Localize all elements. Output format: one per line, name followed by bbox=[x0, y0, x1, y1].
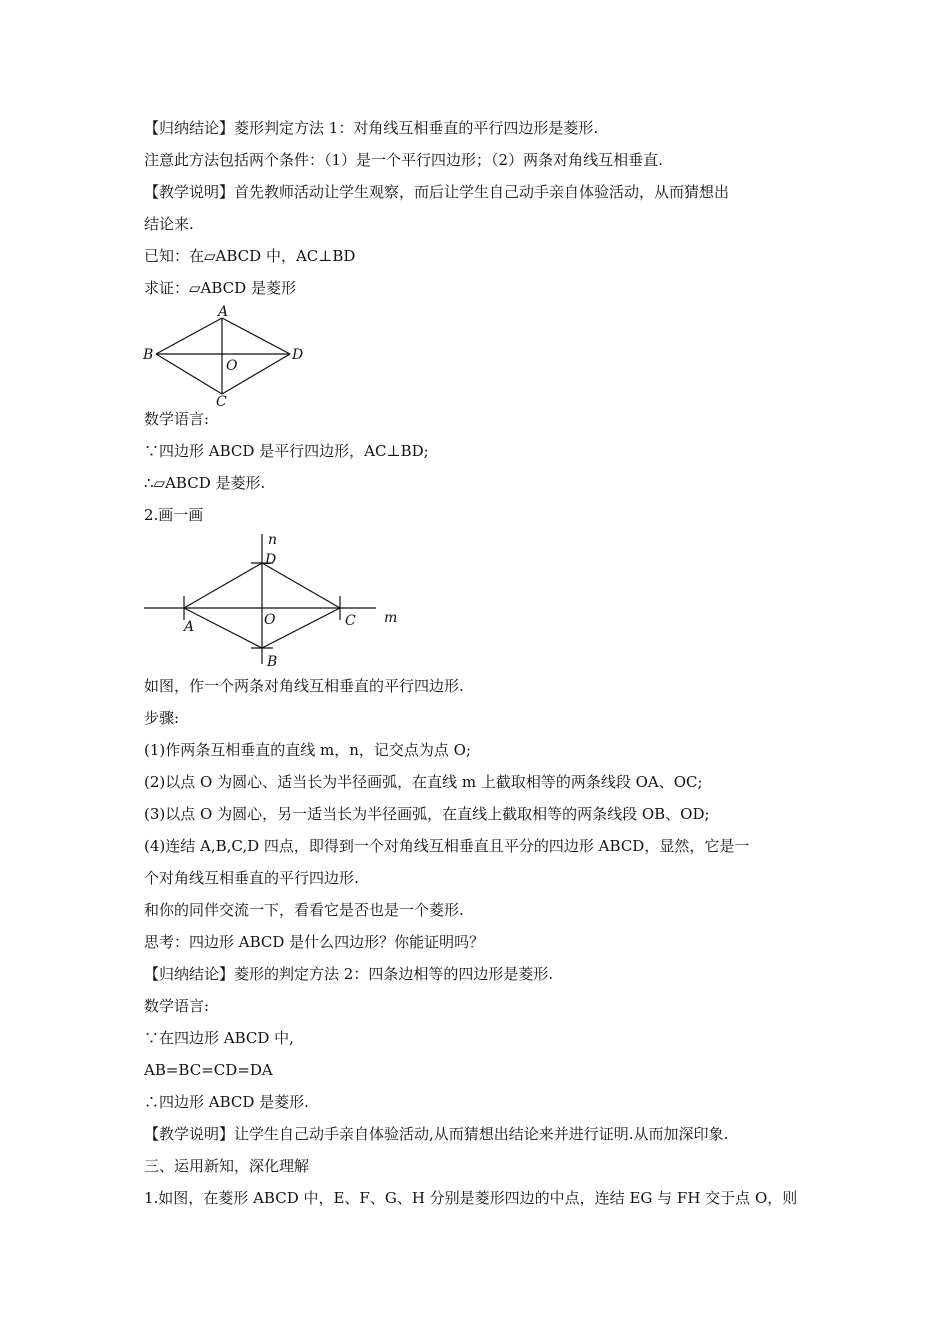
therefore-statement-1: ∴▱ABCD 是菱形. bbox=[144, 474, 266, 492]
construction-figure bbox=[140, 530, 410, 672]
discuss-prompt: 和你的同伴交流一下，看看它是否也是一个菱形. bbox=[144, 901, 464, 919]
step-3: (3)以点 O 为圆心，另一适当长为半径画弧，在直线上截取相等的两条线段 OB、OD; bbox=[144, 805, 710, 823]
step-1: (1)作两条互相垂直的直线 m，n，记交点为点 O; bbox=[144, 741, 472, 759]
conclusion-method-2: 【归纳结论】菱形的判定方法 2：四条边相等的四边形是菱形. bbox=[144, 965, 554, 983]
edge-ad bbox=[184, 563, 262, 608]
given-statement: 已知：在▱ABCD 中，AC⊥BD bbox=[144, 247, 356, 265]
label-n: n bbox=[268, 532, 278, 548]
prove-statement: 求证：▱ABCD 是菱形 bbox=[144, 279, 296, 297]
because-statement-1: ∵四边形 ABCD 是平行四边形，AC⊥BD; bbox=[144, 442, 429, 460]
label-b2: B bbox=[267, 654, 278, 670]
teaching-note-2: 【教学说明】让学生自己动手亲自体验活动,从而猜想出结论来并进行证明.从而加深印象. bbox=[144, 1125, 729, 1143]
equal-sides-statement: AB=BC=CD=DA bbox=[144, 1061, 273, 1079]
note-two-conditions: 注意此方法包括两个条件：（1）是一个平行四边形；（2）两条对角线互相垂直. bbox=[144, 151, 663, 169]
step-4-cont: 个对角线互相垂直的平行四边形. bbox=[144, 869, 359, 887]
math-language-heading-2: 数学语言: bbox=[144, 997, 210, 1015]
label-o2: O bbox=[264, 612, 276, 628]
think-question: 思考：四边形 ABCD 是什么四边形？你能证明吗？ bbox=[144, 933, 485, 951]
therefore-statement-2: ∴四边形 ABCD 是菱形. bbox=[144, 1093, 309, 1111]
label-b: B bbox=[143, 347, 154, 363]
label-m: m bbox=[384, 610, 398, 626]
label-a2: A bbox=[184, 619, 195, 635]
label-d: D bbox=[292, 347, 304, 363]
math-language-heading-1: 数学语言: bbox=[144, 410, 210, 428]
teaching-note-1: 【教学说明】首先教师活动让学生观察，而后让学生自己动手亲自体验活动，从而猜想出 bbox=[144, 183, 730, 201]
rhombus-diagonals-figure bbox=[140, 302, 310, 410]
edge-ba bbox=[184, 608, 262, 648]
edge-dc bbox=[262, 563, 340, 608]
label-c2: C bbox=[345, 613, 356, 629]
label-c: C bbox=[216, 394, 227, 410]
edge-da bbox=[222, 318, 290, 354]
section-three-heading: 三、运用新知，深化理解 bbox=[144, 1157, 310, 1175]
edge-bc bbox=[156, 354, 222, 394]
label-o: O bbox=[226, 358, 238, 374]
construct-instruction: 如图，作一个两条对角线互相垂直的平行四边形. bbox=[144, 677, 464, 695]
step-2: (2)以点 O 为圆心、适当长为半径画弧，在直线 m 上截取相等的两条线段 OA、OC; bbox=[144, 773, 703, 791]
edge-ab bbox=[156, 318, 222, 354]
steps-heading: 步骤: bbox=[144, 709, 180, 727]
because-statement-2: ∵在四边形 ABCD 中, bbox=[144, 1029, 294, 1047]
conclusion-method-1: 【归纳结论】菱形判定方法 1：对角线互相垂直的平行四边形是菱形. bbox=[144, 119, 599, 137]
label-d2: D bbox=[265, 552, 277, 568]
exercise-1: 1.如图，在菱形 ABCD 中，E、F、G、H 分别是菱形四边的中点，连结 EG 与 FH 交于点 O，则 bbox=[144, 1189, 798, 1207]
teaching-note-1-cont: 结论来. bbox=[144, 215, 194, 233]
step-4: (4)连结 A,B,C,D 四点，即得到一个对角线互相垂直且平分的四边形 ABCD，显然，它是一 bbox=[144, 837, 750, 855]
section-draw-heading: 2.画一画 bbox=[144, 506, 204, 524]
label-a: A bbox=[218, 304, 229, 320]
